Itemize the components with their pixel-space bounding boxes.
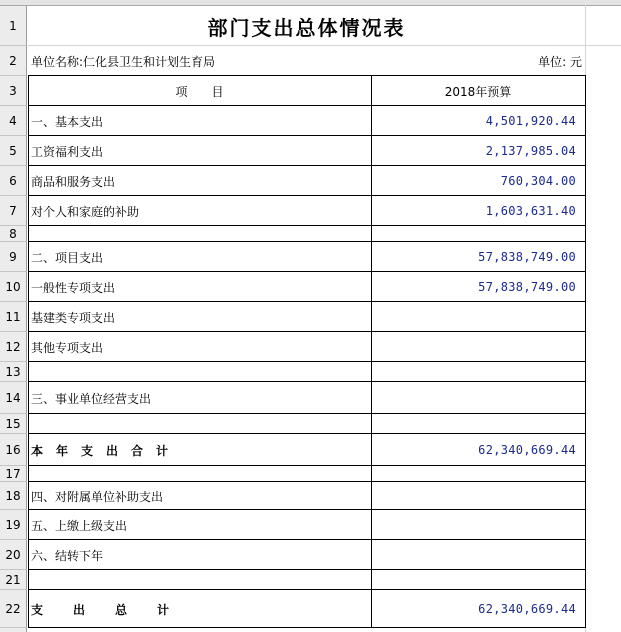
value-cell[interactable]: 4,501,920.44 (485, 114, 576, 128)
value-cell[interactable]: 1,603,631.40 (485, 204, 576, 218)
value-cell[interactable] (371, 362, 585, 382)
item-cell-grand-total[interactable]: 支出总计 (31, 602, 200, 617)
table-row (28, 46, 621, 76)
row-header[interactable]: 13 (0, 362, 27, 382)
value-cell[interactable] (371, 466, 585, 482)
table-row (28, 166, 621, 196)
item-cell[interactable]: 基建类专项支出 (31, 310, 116, 325)
item-cell[interactable]: 其他专项支出 (31, 340, 104, 355)
header-item-cell[interactable]: 项 目 (175, 84, 224, 99)
unit-name-cell[interactable]: 单位名称:仁化县卫生和计划生育局 (31, 54, 216, 69)
row-header (0, 628, 27, 632)
item-cell[interactable]: 二、项目支出 (31, 250, 104, 265)
row-header[interactable]: 18 (0, 482, 27, 510)
table-row (28, 590, 621, 628)
value-cell[interactable]: 57,838,749.00 (478, 250, 576, 264)
table-row (28, 242, 621, 272)
item-cell[interactable] (28, 466, 371, 482)
item-cell[interactable] (28, 226, 371, 242)
row-header[interactable]: 3 (0, 76, 27, 106)
table-row (28, 570, 621, 590)
table-row (28, 382, 621, 414)
value-cell[interactable] (371, 226, 585, 242)
row-header[interactable]: 14 (0, 382, 27, 414)
table-row (28, 226, 621, 242)
value-cell[interactable] (371, 510, 585, 540)
table-row (28, 362, 621, 382)
table-row (28, 196, 621, 226)
row-header[interactable]: 7 (0, 196, 27, 226)
item-cell[interactable]: 对个人和家庭的补助 (31, 204, 140, 219)
item-cell[interactable]: 五、上缴上级支出 (31, 518, 128, 533)
row-header[interactable]: 22 (0, 590, 27, 628)
item-cell[interactable] (28, 414, 371, 434)
item-cell[interactable]: 六、结转下年 (31, 548, 104, 563)
item-cell[interactable] (28, 570, 371, 590)
table-row (28, 434, 621, 466)
row-header[interactable]: 9 (0, 242, 27, 272)
page-title[interactable]: 部门支出总体情况表 (207, 15, 406, 40)
row-header[interactable]: 20 (0, 540, 27, 570)
table-row (28, 332, 621, 362)
table-header-row (28, 76, 621, 106)
item-cell[interactable]: 商品和服务支出 (31, 174, 116, 189)
row-header[interactable]: 19 (0, 510, 27, 540)
value-cell[interactable] (371, 382, 585, 414)
value-cell[interactable] (371, 482, 585, 510)
item-cell[interactable]: 三、事业单位经营支出 (31, 391, 152, 406)
value-cell[interactable] (371, 540, 585, 570)
table-row (28, 136, 621, 166)
row-header[interactable]: 8 (0, 226, 27, 242)
header-budget-cell[interactable]: 2018年预算 (444, 84, 512, 99)
value-cell[interactable] (371, 414, 585, 434)
row-header[interactable]: 12 (0, 332, 27, 362)
table-row (28, 302, 621, 332)
row-header[interactable]: 5 (0, 136, 27, 166)
item-cell[interactable]: 工资福利支出 (31, 144, 104, 159)
row-header[interactable]: 10 (0, 272, 27, 302)
row-header[interactable]: 17 (0, 466, 27, 482)
table-row (28, 414, 621, 434)
item-cell[interactable]: 一、基本支出 (31, 114, 104, 129)
row-header[interactable]: 21 (0, 570, 27, 590)
row-header[interactable]: 4 (0, 106, 27, 136)
table-row (28, 540, 621, 570)
row-header[interactable]: 11 (0, 302, 27, 332)
value-cell-grand-total[interactable]: 62,340,669.44 (478, 602, 576, 616)
item-cell[interactable]: 四、对附属单位补助支出 (31, 489, 164, 504)
value-cell[interactable] (371, 332, 585, 362)
row-header[interactable]: 6 (0, 166, 27, 196)
item-cell-total[interactable]: 本年支出合计 (31, 443, 182, 458)
value-cell[interactable]: 57,838,749.00 (478, 280, 576, 294)
value-cell[interactable] (371, 302, 585, 332)
table-row (28, 482, 621, 510)
item-cell[interactable]: 一般性专项支出 (31, 280, 116, 295)
value-cell[interactable]: 2,137,985.04 (485, 144, 576, 158)
table-row (28, 272, 621, 302)
row-header[interactable]: 2 (0, 46, 27, 76)
value-cell[interactable] (371, 570, 585, 590)
value-cell[interactable]: 760,304.00 (500, 174, 576, 188)
item-cell[interactable] (28, 362, 371, 382)
unit-label-cell[interactable]: 单位: 元 (538, 54, 582, 69)
table-row (28, 106, 621, 136)
row-header[interactable]: 16 (0, 434, 27, 466)
row-header[interactable]: 1 (0, 6, 27, 46)
value-cell-total[interactable]: 62,340,669.44 (478, 443, 576, 457)
table-row (28, 466, 621, 482)
table-row (28, 6, 621, 46)
row-header[interactable]: 15 (0, 414, 27, 434)
table-row (28, 510, 621, 540)
